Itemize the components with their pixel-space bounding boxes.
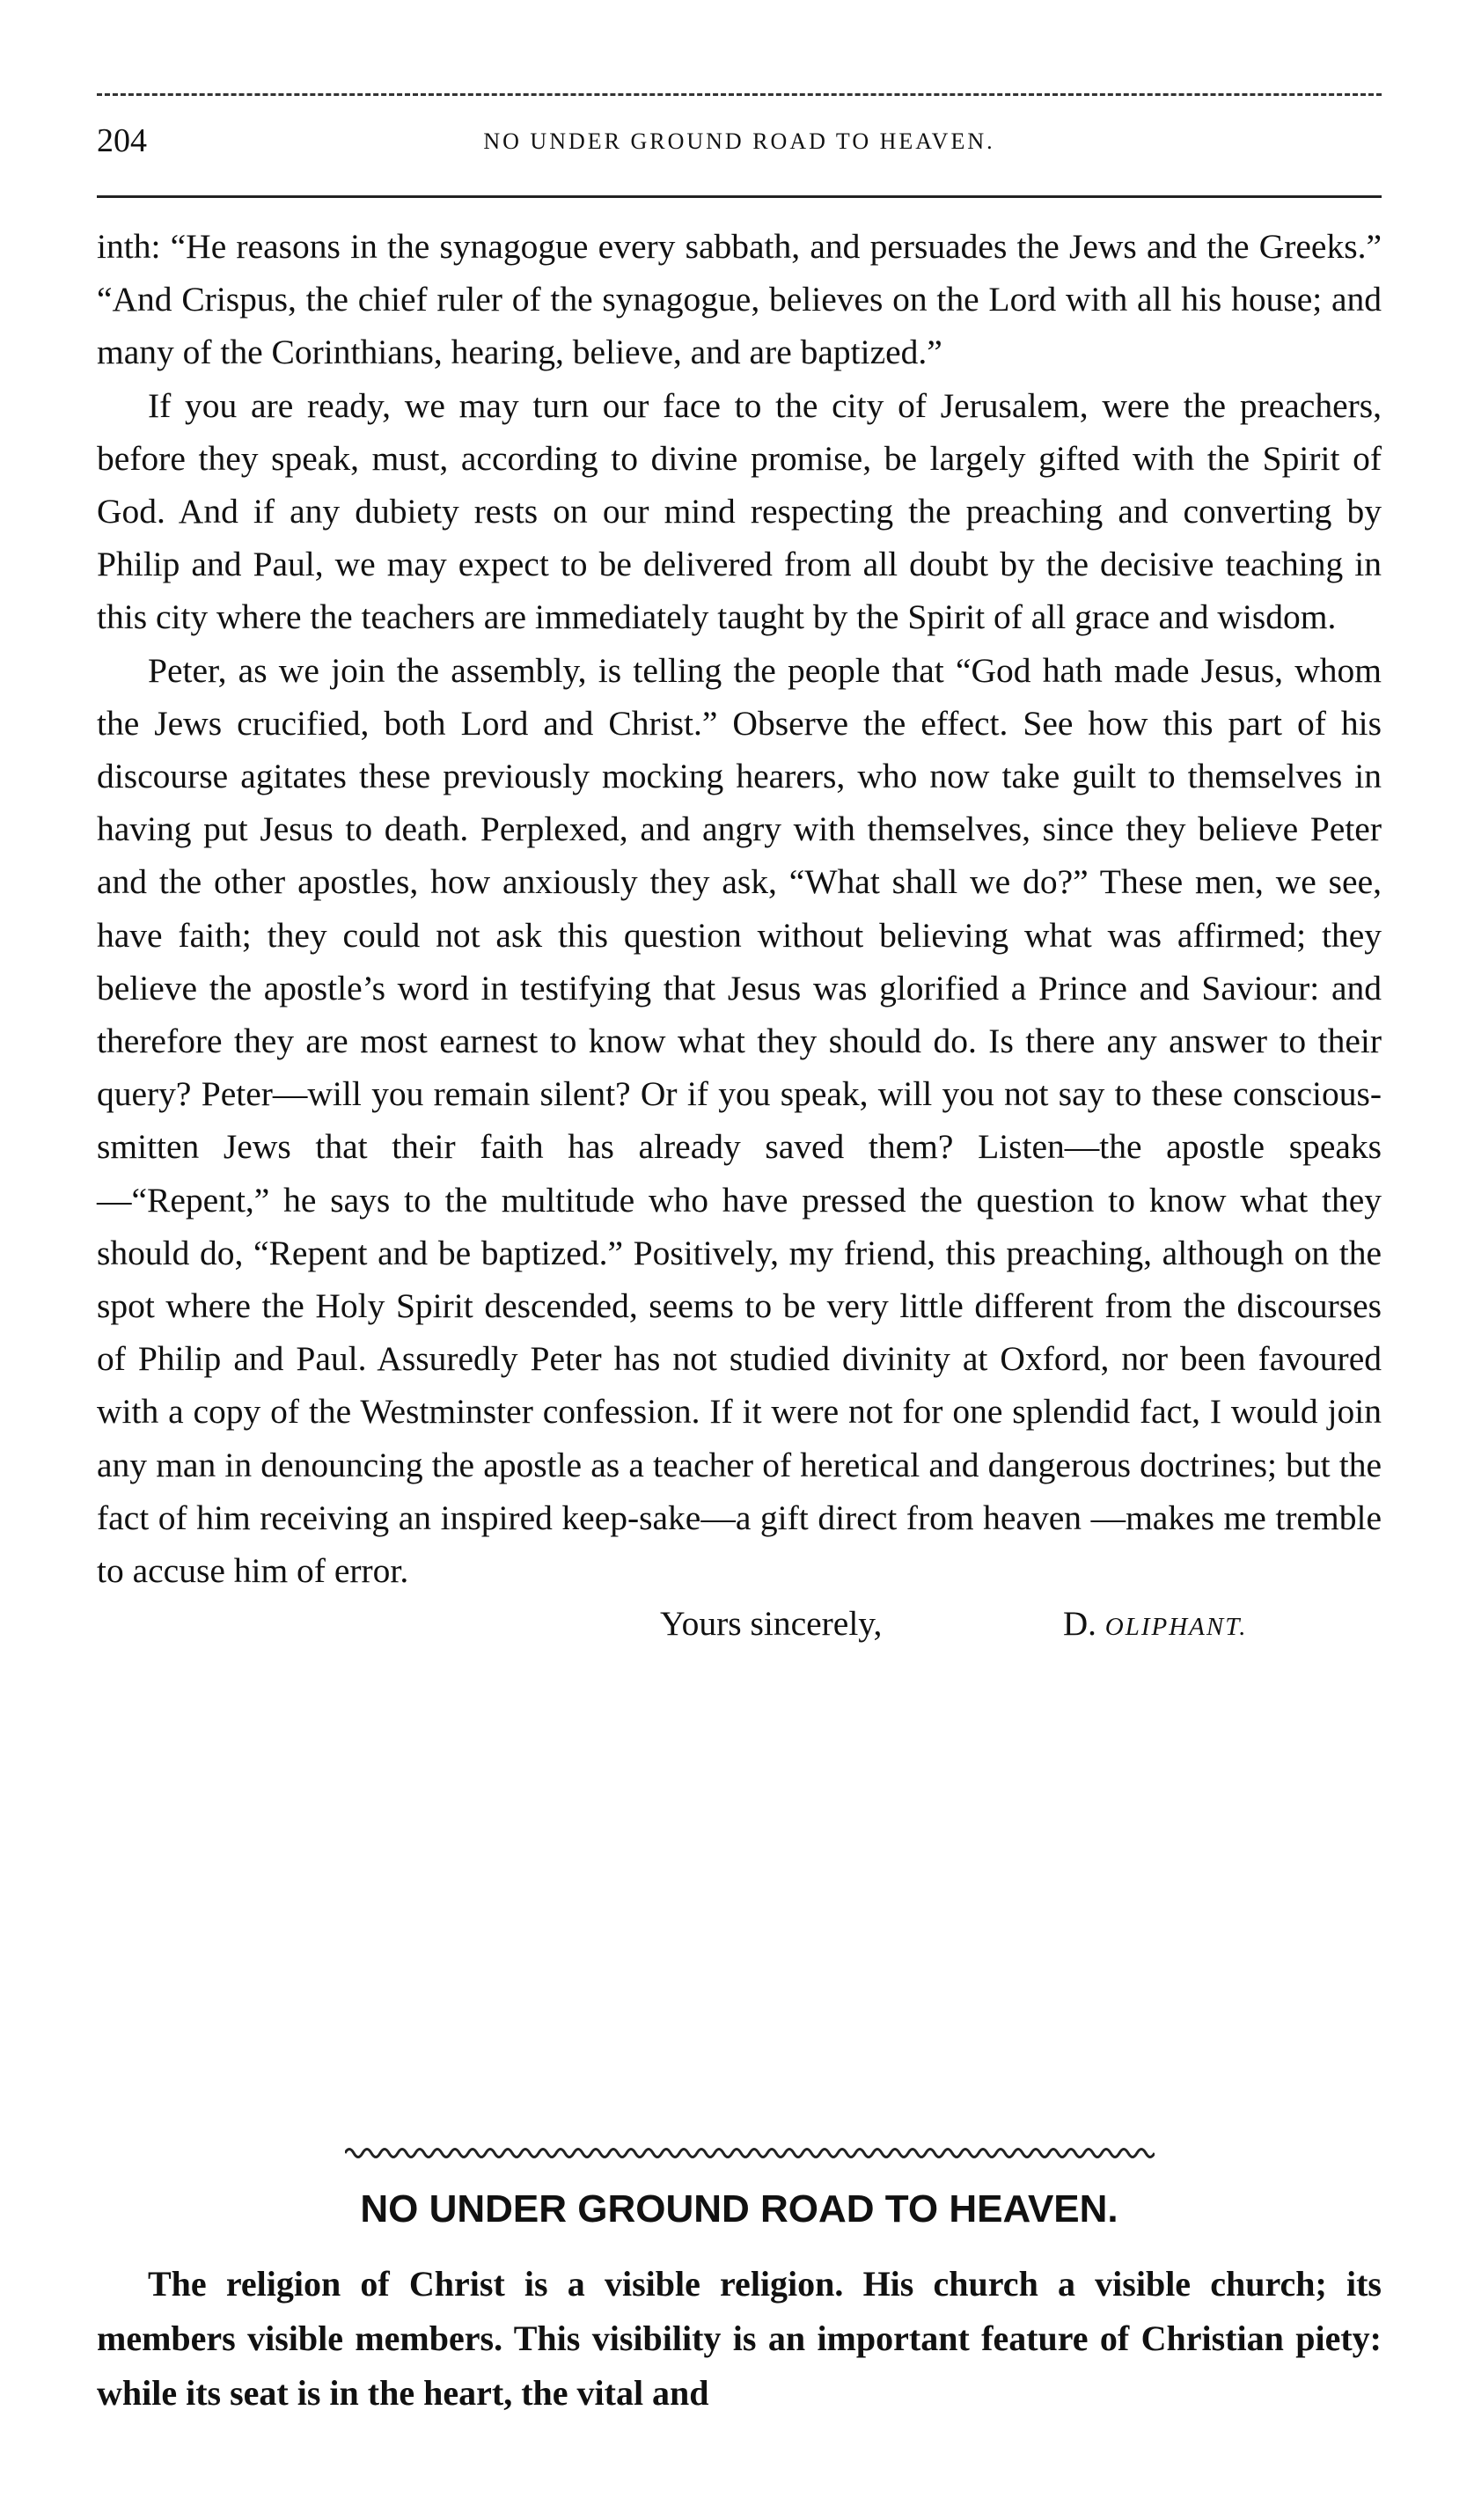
article-title: NO UNDER GROUND ROAD TO HEAVEN. <box>360 2187 1118 2231</box>
signature-surname: OLIPHANT. <box>1104 1613 1248 1642</box>
article-paragraph: The religion of Christ is a visible religion. His church a visible church; its members visible members. This visibility is an important feature of Christian piety: while its seat is in the heart, the vital and <box>97 2264 1382 2413</box>
top-rule <box>97 93 1382 96</box>
letter-body <box>97 220 1382 1650</box>
letter-signature <box>1063 1597 1247 1653</box>
page-header <box>97 121 1382 171</box>
letter-paragraph: Peter, as we join the assembly, is telling the people that “God hath made Jesus, whom the Jews crucified, both Lord and Christ.” Observe the effect. See how this part of his discourse agitates these previously mocking hearers, who now take guilt to themselves in having put Jesus to death. Perplexed, and angry with themselves, since they believe Peter and the other apostles, how anxiously they ask, “What shall we do?” These men, we see, have faith; they could not ask this question without believing what was affirmed; they believe the apostle’s word in testifying that Jesus was glorified a Prince and Saviour: and therefore they are most earnest to know what they should do. Is there any answer to their query? Peter—will you remain silent? Or if you speak, will you not say to these conscious-smitten Jews that their faith has already saved them? Listen—the apostle speaks—“Repent,” he says to the multitude who have pressed the question to know what they should do, “Repent and be baptized.” Positively, my friend, this preaching, although on the spot where the Holy Spirit descended, seems to be very little different from the discourses of Philip and Paul. Assuredly Peter has not studied divinity at Oxford, nor been favoured with a copy of the Westminster confession. If it were not for one splendid fact, I would join any man in denouncing the apostle as a teacher of heretical and dangerous doctrines; but the fact of him receiving an inspired keep-sake—a gift direct from heaven —makes me tremble to accuse him of error. <box>97 650 1382 1591</box>
article-body <box>97 2257 1382 2421</box>
page-number: 204 <box>97 122 147 159</box>
letter-paragraph: If you are ready, we may turn our face to the city of Jerusalem, were the preachers, before they speak, must, according to divine promise, be largely gifted with the Spirit of God. And if any dubiety rests on our mind respecting the preaching and converting by Philip and Paul, we may expect to be delivered from all doubt by the decisive teaching in this city where the teachers are immediately taught by the Spirit of all grace and wisdom. <box>97 385 1382 637</box>
letter-closing: Yours sincerely, <box>660 1604 883 1644</box>
letter-paragraph: inth: “He reasons in the synagogue every sabbath, and persuades the Jews and the Greeks.” “And Crispus, the chief ruler of the synagogue, believes on the Lord with all his house; and many of the Corinthians, hearing, believe, and are baptized.” <box>97 227 1382 372</box>
letter-signoff <box>97 1597 1382 1650</box>
running-head: NO UNDER GROUND ROAD TO HEAVEN. <box>483 128 995 154</box>
header-rule <box>97 195 1382 198</box>
signature-initial: D. <box>1063 1605 1096 1644</box>
wavy-divider <box>345 2143 1155 2163</box>
